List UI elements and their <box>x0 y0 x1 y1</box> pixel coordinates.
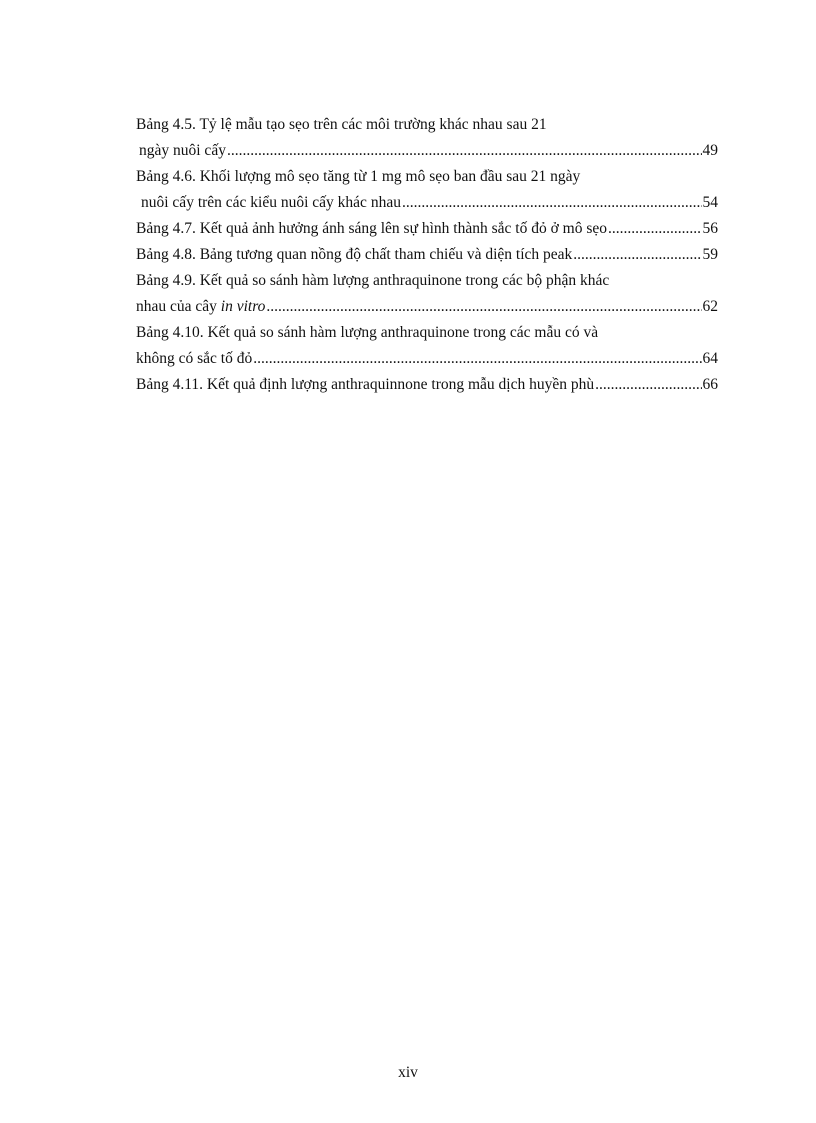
toc-entry-4-10[interactable] <box>136 346 718 372</box>
toc-page-number: 49 <box>702 142 718 159</box>
toc-entry-title: Bảng 4.5. Tỷ lệ mẫu tạo sẹo trên các môi trường khác nhau sau 21 <box>136 116 547 133</box>
toc-page-number: 54 <box>702 194 718 211</box>
toc-entry-4-6[interactable] <box>136 190 718 216</box>
toc-page-number: 64 <box>702 350 718 367</box>
dot-leader <box>573 242 701 268</box>
toc-entry-4-7[interactable] <box>136 216 718 242</box>
toc-page-number: 56 <box>702 220 718 237</box>
toc-entry-4-5[interactable] <box>136 138 718 164</box>
dot-leader <box>227 138 702 164</box>
toc-entry-title: nuôi cấy trên các kiểu nuôi cấy khác nhau <box>141 194 401 211</box>
dot-leader <box>266 294 701 320</box>
toc-entry-title: Bảng 4.6. Khối lượng mô sẹo tăng từ 1 mg mô sẹo ban đầu sau 21 ngày <box>136 168 581 185</box>
toc-entry-title: Bảng 4.11. Kết quả định lượng anthraquinnone trong mẫu dịch huyền phù <box>136 376 595 393</box>
dot-leader <box>253 346 701 372</box>
toc-entry-4-6-line-1 <box>136 164 718 190</box>
dot-leader <box>595 372 701 398</box>
toc-entry-title <box>136 294 265 320</box>
toc-entry-title: Bảng 4.7. Kết quả ảnh hưởng ánh sáng lên sự hình thành sắc tố đỏ ở mô sẹo <box>136 220 607 237</box>
toc-entry-4-9-line-1 <box>136 268 718 294</box>
toc-entry-title-prefix: nhau của cây <box>136 298 221 315</box>
toc-entry-title: Bảng 4.8. Bảng tương quan nồng độ chất tham chiếu và diện tích peak <box>136 246 573 263</box>
toc-entry-4-10-line-1 <box>136 320 718 346</box>
page-number: xiv <box>398 1064 418 1081</box>
toc-entry-4-8[interactable] <box>136 242 718 268</box>
toc-entry-title: ngày nuôi cấy <box>139 142 226 159</box>
dot-leader <box>402 190 702 216</box>
list-of-tables <box>136 112 718 398</box>
toc-entry-4-11[interactable] <box>136 372 718 398</box>
toc-entry-title: Bảng 4.9. Kết quả so sánh hàm lượng anthraquinone trong các bộ phận khác <box>136 272 610 289</box>
toc-page-number: 59 <box>702 246 718 263</box>
toc-entry-title: Bảng 4.10. Kết quả so sánh hàm lượng anthraquinone trong các mẫu có và <box>136 324 599 341</box>
dot-leader <box>608 216 702 242</box>
toc-page-number: 66 <box>702 376 718 393</box>
toc-entry-title-italic: in vitro <box>220 298 266 315</box>
toc-entry-4-9[interactable] <box>136 294 718 320</box>
toc-page-number: 62 <box>702 298 718 315</box>
toc-entry-4-5-line-1 <box>136 112 718 138</box>
toc-entry-title: không có sắc tố đỏ <box>136 350 253 367</box>
